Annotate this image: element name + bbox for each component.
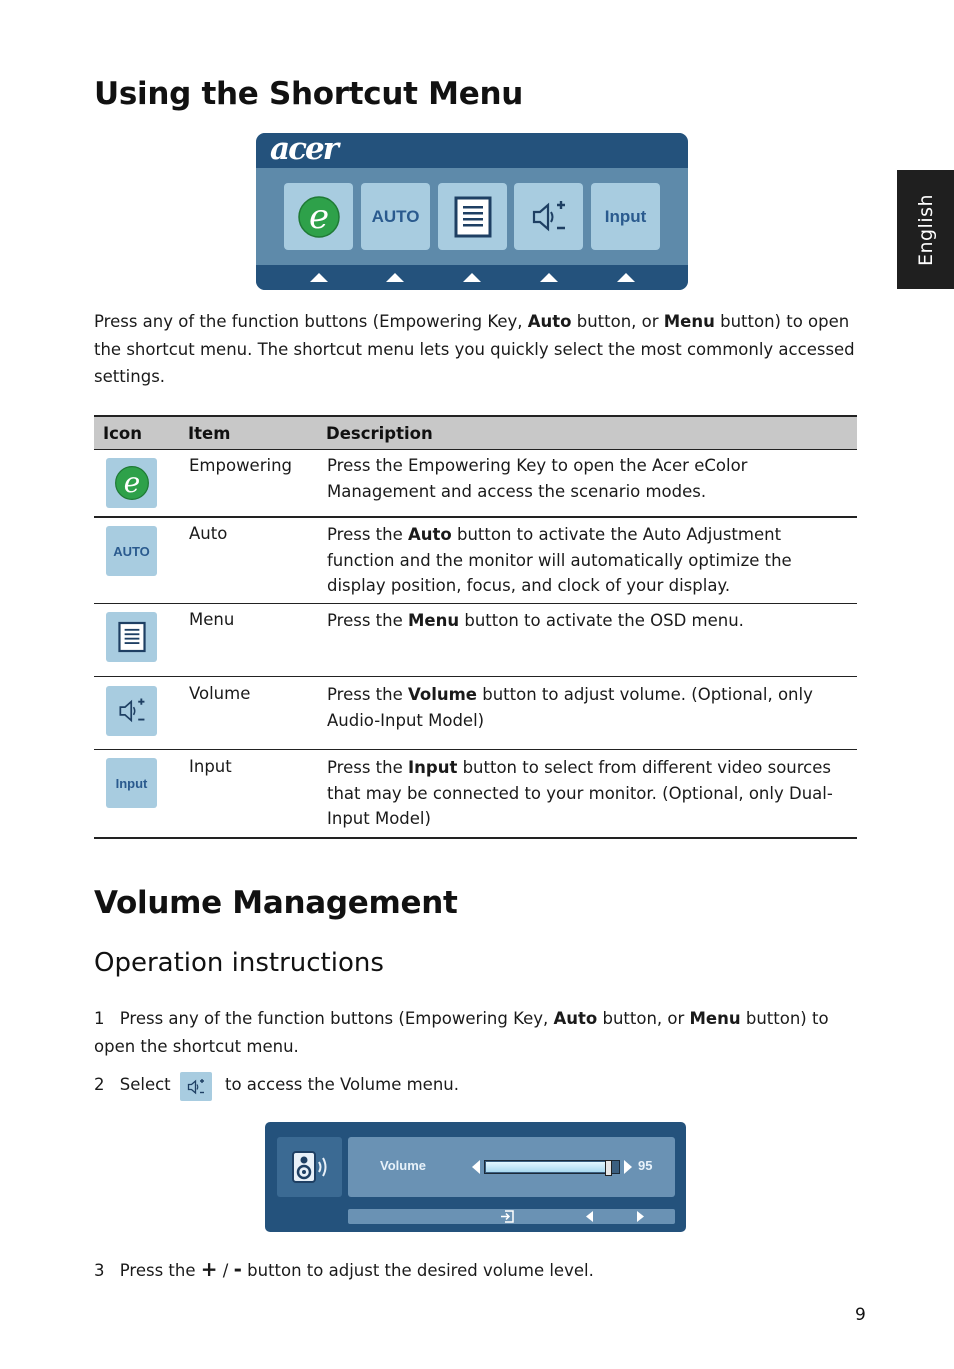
table-row-divider — [94, 676, 857, 677]
table-row-item: Menu — [189, 610, 235, 629]
arrow-left-icon[interactable] — [471, 1160, 481, 1174]
volume-osd-illustration — [265, 1122, 686, 1232]
header-description: Description — [326, 424, 433, 443]
table-row-icon-empowering — [106, 458, 157, 508]
language-tab-label: English — [914, 193, 937, 266]
section-subtitle: Operation instructions — [94, 948, 384, 978]
desc-text: Press the — [327, 758, 408, 777]
shortcut-osd-illustration — [256, 133, 688, 290]
step-text: Select — [119, 1075, 171, 1094]
table-row-description — [327, 755, 847, 832]
arrow-up-icon — [540, 273, 558, 282]
shortcut-intro-paragraph — [94, 308, 864, 391]
step-number: 2 — [94, 1075, 105, 1094]
table-row-icon-menu — [106, 612, 157, 662]
desc-text: button to select from different video sources that may be connected to your monitor. (Optional, only Dual-Input Model) — [327, 758, 833, 828]
section-title-shortcut: Using the Shortcut Menu — [94, 76, 523, 112]
volume-osd-panel — [348, 1137, 675, 1197]
table-row-description — [327, 682, 847, 733]
step-text: button to adjust the desired volume level. — [247, 1261, 594, 1280]
intro-bold-menu: Menu — [663, 312, 715, 331]
intro-text: button) to open the shortcut menu. The shortcut menu lets you quickly select the most commonly accessed settings. — [94, 312, 855, 386]
table-row-item: Input — [189, 757, 232, 776]
step-bold-auto: Auto — [553, 1009, 598, 1028]
arrow-up-icon — [310, 273, 328, 282]
intro-text: Press any of the function buttons (Empowering Key, — [94, 312, 528, 331]
arrow-right-icon[interactable] — [636, 1211, 645, 1222]
osd-menu-button[interactable] — [438, 183, 507, 250]
intro-text: button, or — [571, 312, 664, 331]
table-bottom-rule — [94, 837, 857, 839]
table-row-divider — [94, 749, 857, 750]
volume-osd-footer — [348, 1209, 675, 1224]
volume-slider-thumb[interactable] — [605, 1160, 612, 1176]
step-separator: / — [222, 1261, 229, 1280]
desc-text: button to activate the OSD menu. — [459, 611, 744, 630]
acer-logo: acer — [270, 133, 338, 167]
arrow-up-icon — [463, 273, 481, 282]
volume-osd-icon-box — [277, 1137, 342, 1197]
step-3 — [94, 1256, 794, 1285]
desc-text: Press the Empowering Key to open the Acer eColor Management and access the scenario modes. — [327, 456, 748, 501]
empowering-e-icon — [114, 465, 150, 501]
header-icon: Icon — [103, 424, 143, 443]
input-icon-label: Input — [115, 775, 148, 791]
minus-icon: - — [233, 1257, 242, 1281]
section-title-volume: Volume Management — [94, 885, 458, 921]
osd-auto-button[interactable] — [361, 183, 430, 250]
desc-bold: Volume — [408, 685, 477, 704]
table-row-icon-auto — [106, 526, 157, 576]
osd-empowering-button[interactable] — [284, 183, 353, 250]
table-row-item: Empowering — [189, 456, 293, 475]
desc-bold: Input — [408, 758, 458, 777]
step-text: Press the — [119, 1261, 196, 1280]
volume-plus-minus-icon — [187, 1079, 205, 1095]
table-row-divider — [94, 603, 857, 604]
step-number: 3 — [94, 1261, 105, 1280]
table-header — [94, 415, 857, 450]
osd-footer — [256, 265, 688, 290]
arrow-up-icon — [386, 273, 404, 282]
table-row-icon-input — [106, 758, 157, 808]
step-text: Press any of the function buttons (Empowering Key, — [119, 1009, 554, 1028]
osd-input-label: Input — [604, 206, 647, 226]
osd-auto-label: AUTO — [371, 206, 420, 226]
inline-volume-icon-tile — [180, 1072, 212, 1101]
volume-plus-minus-icon — [118, 698, 146, 724]
volume-label: Volume — [380, 1158, 426, 1173]
table-row-item: Auto — [189, 524, 228, 543]
step-number: 1 — [94, 1009, 105, 1028]
language-tab — [897, 170, 954, 289]
table-row-item: Volume — [189, 684, 251, 703]
table-row-icon-volume — [106, 686, 157, 736]
table-row-description — [327, 608, 847, 634]
intro-bold-auto: Auto — [527, 312, 572, 331]
desc-bold: Menu — [408, 611, 460, 630]
osd-volume-button[interactable] — [514, 183, 583, 250]
volume-slider[interactable] — [484, 1160, 620, 1174]
volume-slider-fill — [486, 1162, 611, 1172]
desc-text: Press the — [327, 611, 408, 630]
svg-text:e: e — [123, 466, 140, 499]
volume-value: 95 — [638, 1158, 653, 1173]
step-1 — [94, 1005, 854, 1060]
volume-plus-minus-icon — [531, 201, 567, 233]
desc-bold: Auto — [408, 525, 452, 544]
desc-text: button to activate the Auto Adjustment function and the monitor will automatically optimize the display position, focus, and clock of your display. — [327, 525, 792, 595]
arrow-up-icon — [617, 273, 635, 282]
step-2-rest: to access the Volume menu. — [225, 1075, 459, 1094]
desc-text: Press the — [327, 685, 408, 704]
step-text: button) to open the shortcut menu. — [94, 1009, 829, 1056]
speaker-icon — [289, 1147, 331, 1187]
header-item: Item — [188, 424, 231, 443]
arrow-left-icon[interactable] — [585, 1211, 594, 1222]
menu-list-icon — [118, 621, 146, 653]
arrow-right-icon[interactable] — [623, 1160, 633, 1174]
exit-icon[interactable] — [500, 1210, 514, 1223]
auto-icon-label: AUTO — [113, 543, 150, 559]
svg-text:e: e — [308, 196, 329, 237]
desc-text: button to adjust volume. (Optional, only Audio-Input Model) — [327, 685, 813, 730]
table-row-description — [327, 522, 847, 599]
page-number: 9 — [855, 1305, 866, 1325]
empowering-e-icon — [297, 195, 341, 239]
table-row-divider — [94, 516, 857, 518]
osd-input-button[interactable] — [591, 183, 660, 250]
step-text: button, or — [597, 1009, 690, 1028]
table-row-description — [327, 453, 847, 504]
desc-text: Press the — [327, 525, 408, 544]
menu-list-icon — [454, 196, 492, 238]
step-bold-menu: Menu — [689, 1009, 741, 1028]
plus-icon: + — [200, 1257, 218, 1281]
osd-header — [256, 133, 688, 168]
